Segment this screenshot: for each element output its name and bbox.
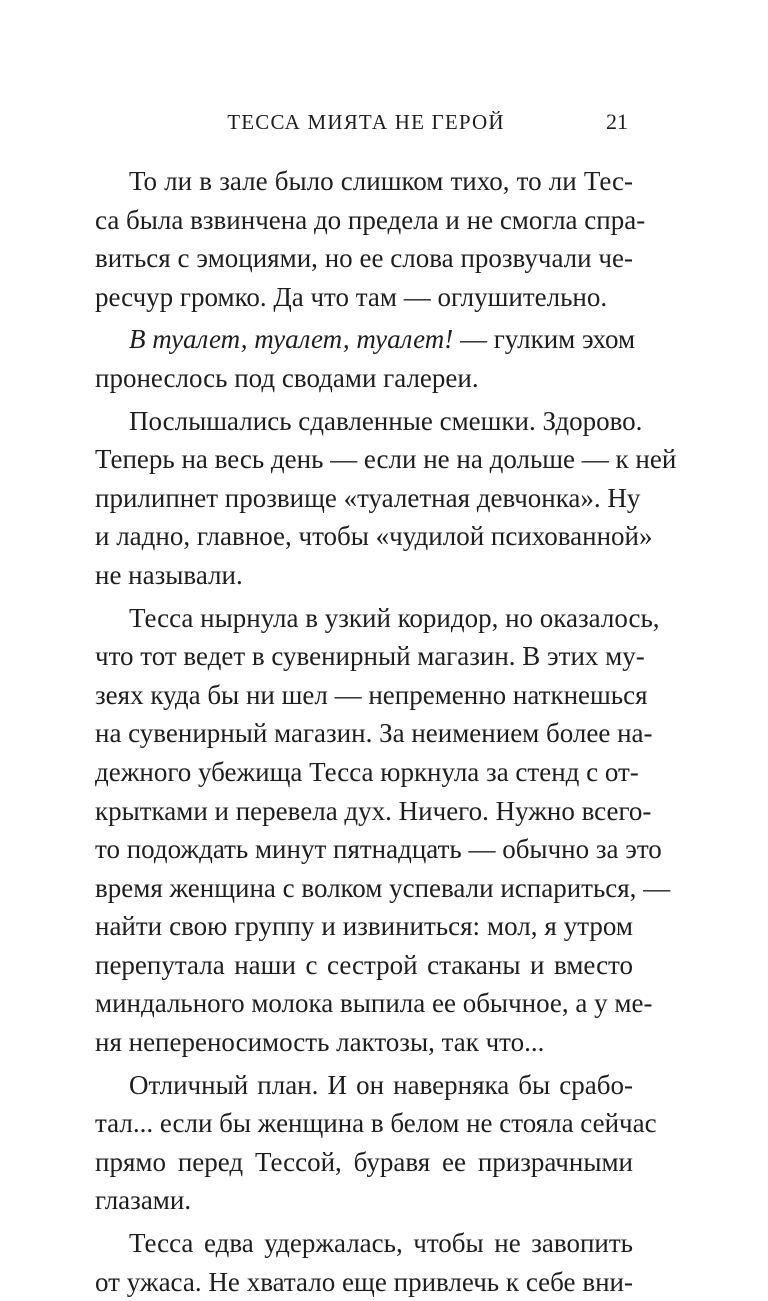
text-line [95,320,636,359]
text-line: Послышались сдавленные смешки. Здорово. [129,405,643,436]
text-line: Теперь на весь день — если не на дольше — к ней [95,444,677,475]
text-line: ня непереносимость лактозы, так что... [95,1027,545,1058]
text-line: найти свою группу и извиниться: мол, я утром [95,911,633,942]
text-line: на сувенирный магазин. За неимением более на- [95,718,653,749]
book-title: ТЕССА МИЯТА НЕ ГЕРОЙ [227,110,505,134]
text-line: ресчур громко. Да что там — оглушительно. [95,281,608,312]
page-number: 21 [606,109,628,134]
text-line: крытками и перевела дух. Ничего. Нужно всего- [95,795,652,826]
text-line: Тесса едва удержалась, чтобы не завопить [129,1228,633,1259]
body-text [95,162,677,1301]
text-line: то подождать минут пятнадцать — обычно за это [95,834,662,865]
text-line: прилипнет прозвище «туалетная девчонка». Ну [95,482,641,513]
running-head [0,106,768,138]
text-line: Отличный план. И он наверняка бы срабо- [129,1069,633,1100]
italic-exclamation: В туалет, туалет, туалет! [129,324,454,355]
text-line: пронеслось под сводами галереи. [95,362,479,393]
text-line: время женщина с волком успевали испариться, — [95,872,671,903]
text-line: са была взвинчена до предела и не смогла спра- [95,204,646,235]
text-line: не называли. [95,559,243,590]
text-line: от ужаса. Не хватало еще привлечь к себе вни- [95,1266,633,1297]
text-line: и ладно, главное, чтобы «чудилой психованной» [95,521,653,552]
text-line: глазами. [95,1185,192,1216]
text-line: зеях куда бы ни шел — непременно наткнешься [95,679,648,710]
text-line: миндального молока выпила ее обычное, а у ме- [95,988,653,1019]
text-line: То ли в зале было слишком тихо, то ли Тес- [129,166,633,196]
text-line: что тот ведет в сувенирный магазин. В этих му- [95,641,645,672]
text-line: прямо перед Тессой, буравя ее призрачными [95,1146,633,1177]
text-line: Тесса нырнула в узкий коридор, но оказалось, [129,602,660,633]
text-line: перепутала наши с сестрой стаканы и вместо [95,949,633,980]
text-line: виться с эмоциями, но ее слова прозвучали че- [95,243,633,274]
text-line: дежного убежища Тесса юркнула за стенд с от- [95,756,639,787]
text-line: тал... если бы женщина в белом не стояла сейчас [95,1108,657,1139]
text-fragment: — гулким эхом [453,324,636,355]
